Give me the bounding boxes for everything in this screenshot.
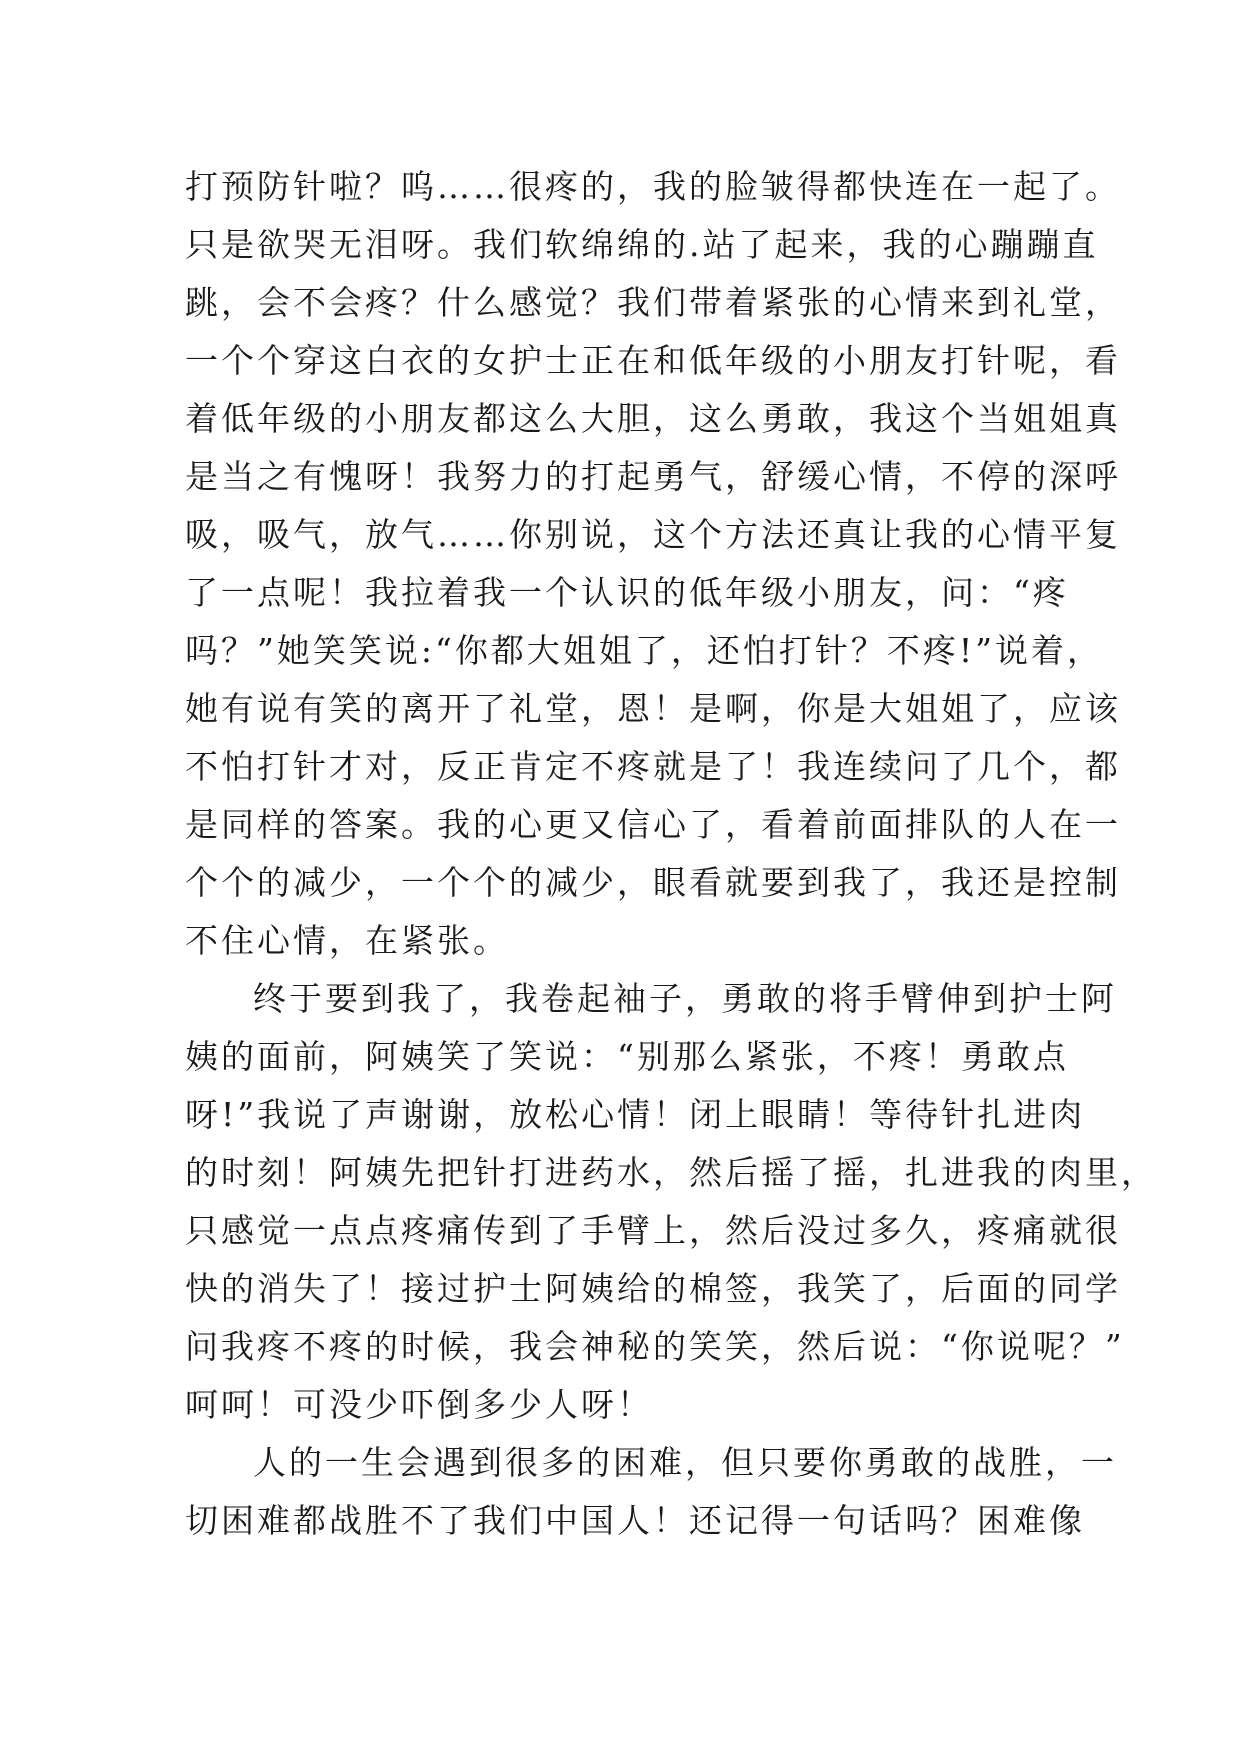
text-line: 了一点呢！我拉着我一个认识的低年级小朋友，问：“疼 <box>185 573 1069 612</box>
text-line: 打预防针啦？呜……很疼的，我的脸皱得都快连在一起了。 <box>185 167 1121 206</box>
text-line: 吗？”她笑笑说:“你都大姐姐了，还怕打针？不疼!”说着， <box>185 631 1103 670</box>
text-line: 是当之有愧呀！我努力的打起勇气，舒缓心情，不停的深呼 <box>185 457 1121 496</box>
text-line: 吸，吸气，放气……你别说，这个方法还真让我的心情平复 <box>185 515 1121 554</box>
text-line: 不怕打针才对，反正肯定不疼就是了！我连续问了几个，都 <box>185 747 1121 786</box>
text-line: 问我疼不疼的时候，我会神秘的笑笑，然后说：“你说呢？” <box>185 1327 1125 1366</box>
text-line: 她有说有笑的离开了礼堂，恩！是啊，你是大姐姐了，应该 <box>185 689 1121 728</box>
text-line: 呵呵！可没少吓倒多少人呀！ <box>185 1385 653 1424</box>
text-line: 终于要到我了，我卷起袖子，勇敢的将手臂伸到护士阿 <box>253 979 1117 1018</box>
text-line: 的时刻！阿姨先把针打进药水，然后摇了摇，扎进我的肉里， <box>185 1153 1157 1192</box>
text-line: 是同样的答案。我的心更又信心了，看着前面排队的人在一 <box>185 805 1121 844</box>
text-line: 着低年级的小朋友都这么大胆，这么勇敢，我这个当姐姐真 <box>185 399 1121 438</box>
text-line: 只感觉一点点疼痛传到了手臂上，然后没过多久，疼痛就很 <box>185 1211 1121 1250</box>
text-line: 个个的减少，一个个的减少，眼看就要到我了，我还是控制 <box>185 863 1121 902</box>
text-line: 快的消失了！接过护士阿姨给的棉签，我笑了，后面的同学 <box>185 1269 1121 1308</box>
text-line: 跳，会不会疼？什么感觉？我们带着紧张的心情来到礼堂， <box>185 283 1121 322</box>
text-line: 切困难都战胜不了我们中国人！还记得一句话吗？困难像 <box>185 1501 1085 1540</box>
text-line: 不住心情，在紧张。 <box>185 921 509 960</box>
text-line: 只是欲哭无泪呀。我们软绵绵的.站了起来，我的心蹦蹦直 <box>185 225 1099 264</box>
text-line: 一个个穿这白衣的女护士正在和低年级的小朋友打针呢，看 <box>185 341 1121 380</box>
text-line: 呀!”我说了声谢谢，放松心情！闭上眼睛！等待针扎进肉 <box>185 1095 1086 1134</box>
text-line: 姨的面前，阿姨笑了笑说：“别那么紧张，不疼！勇敢点 <box>185 1037 1069 1076</box>
document-body <box>185 158 1157 1550</box>
text-line: 人的一生会遇到很多的困难，但只要你勇敢的战胜，一 <box>253 1443 1117 1482</box>
